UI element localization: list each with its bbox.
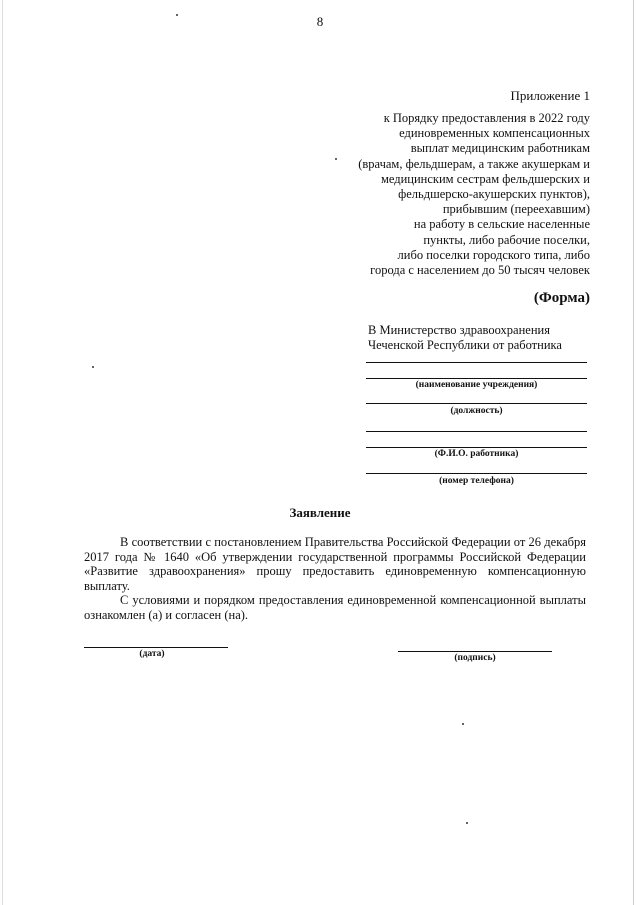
date-caption: (дата)	[139, 649, 165, 659]
scan-speck	[335, 158, 337, 160]
page-number: 8	[316, 14, 324, 29]
signature-caption: (подпись)	[454, 653, 496, 663]
employee-fill-line[interactable]	[366, 362, 587, 363]
appendix-line: (врачам, фельдшерам, а также акушеркам и	[358, 156, 590, 171]
appendix-line: фельдшерско-акушерских пунктов),	[398, 187, 590, 202]
name-fill-line-1[interactable]	[366, 431, 587, 432]
institution-fill-line[interactable]	[366, 378, 587, 379]
name-fill-line-2[interactable]	[366, 447, 587, 448]
form-label: (Форма)	[533, 290, 590, 306]
position-caption: (должность)	[450, 406, 503, 416]
scan-left-edge	[2, 0, 3, 905]
appendix-line: города с населением до 50 тысяч человек	[370, 263, 590, 278]
appendix-line: пункты, либо рабочие поселки,	[423, 232, 590, 247]
appendix-title: Приложение 1	[510, 88, 590, 103]
date-fill-line[interactable]	[84, 647, 228, 648]
statement-heading: Заявление	[289, 505, 351, 520]
institution-caption: (наименование учреждения)	[415, 380, 538, 390]
appendix-description	[340, 111, 590, 278]
scan-speck	[462, 723, 464, 725]
appendix-line: к Порядку предоставления в 2022 году	[383, 111, 590, 125]
scan-speck	[92, 366, 94, 368]
signature-fill-line[interactable]	[398, 651, 552, 652]
recipient-block	[368, 323, 598, 353]
phone-fill-line[interactable]	[366, 473, 587, 474]
appendix-line: либо поселки городского типа, либо	[397, 247, 590, 262]
appendix-line: медицинским сестрам фельдшерских и	[380, 171, 590, 186]
phone-caption: (номер телефона)	[439, 476, 514, 486]
recipient-line: Чеченской Республики от работника	[368, 338, 562, 352]
statement-paragraph: В соответствии с постановлением Правительства Российской Федерации от 26 декабря 2017 года № 1640 «Об утверждении государственной программы Российской Федерации «Развитие здравоохранения» прошу предоставить единовременную компенсационную выплату.	[84, 535, 586, 593]
statement-paragraph: С условиями и порядком предоставления единовременной компенсационной выплаты ознакомлен (а) и согласен (на).	[84, 593, 586, 622]
scan-speck	[466, 822, 468, 824]
position-fill-line[interactable]	[366, 403, 587, 404]
name-caption: (Ф.И.О. работника)	[434, 449, 519, 459]
appendix-line: на работу в сельские населенные	[413, 217, 590, 232]
statement-body	[84, 535, 586, 623]
appendix-line: прибывшим (переехавшим)	[442, 202, 590, 217]
appendix-line: выплат медицинским работникам	[410, 141, 590, 156]
recipient-line: В Министерство здравоохранения	[368, 323, 550, 337]
scan-right-edge	[633, 0, 634, 905]
scan-speck	[176, 14, 178, 16]
appendix-line: единовременных компенсационных	[399, 126, 590, 141]
